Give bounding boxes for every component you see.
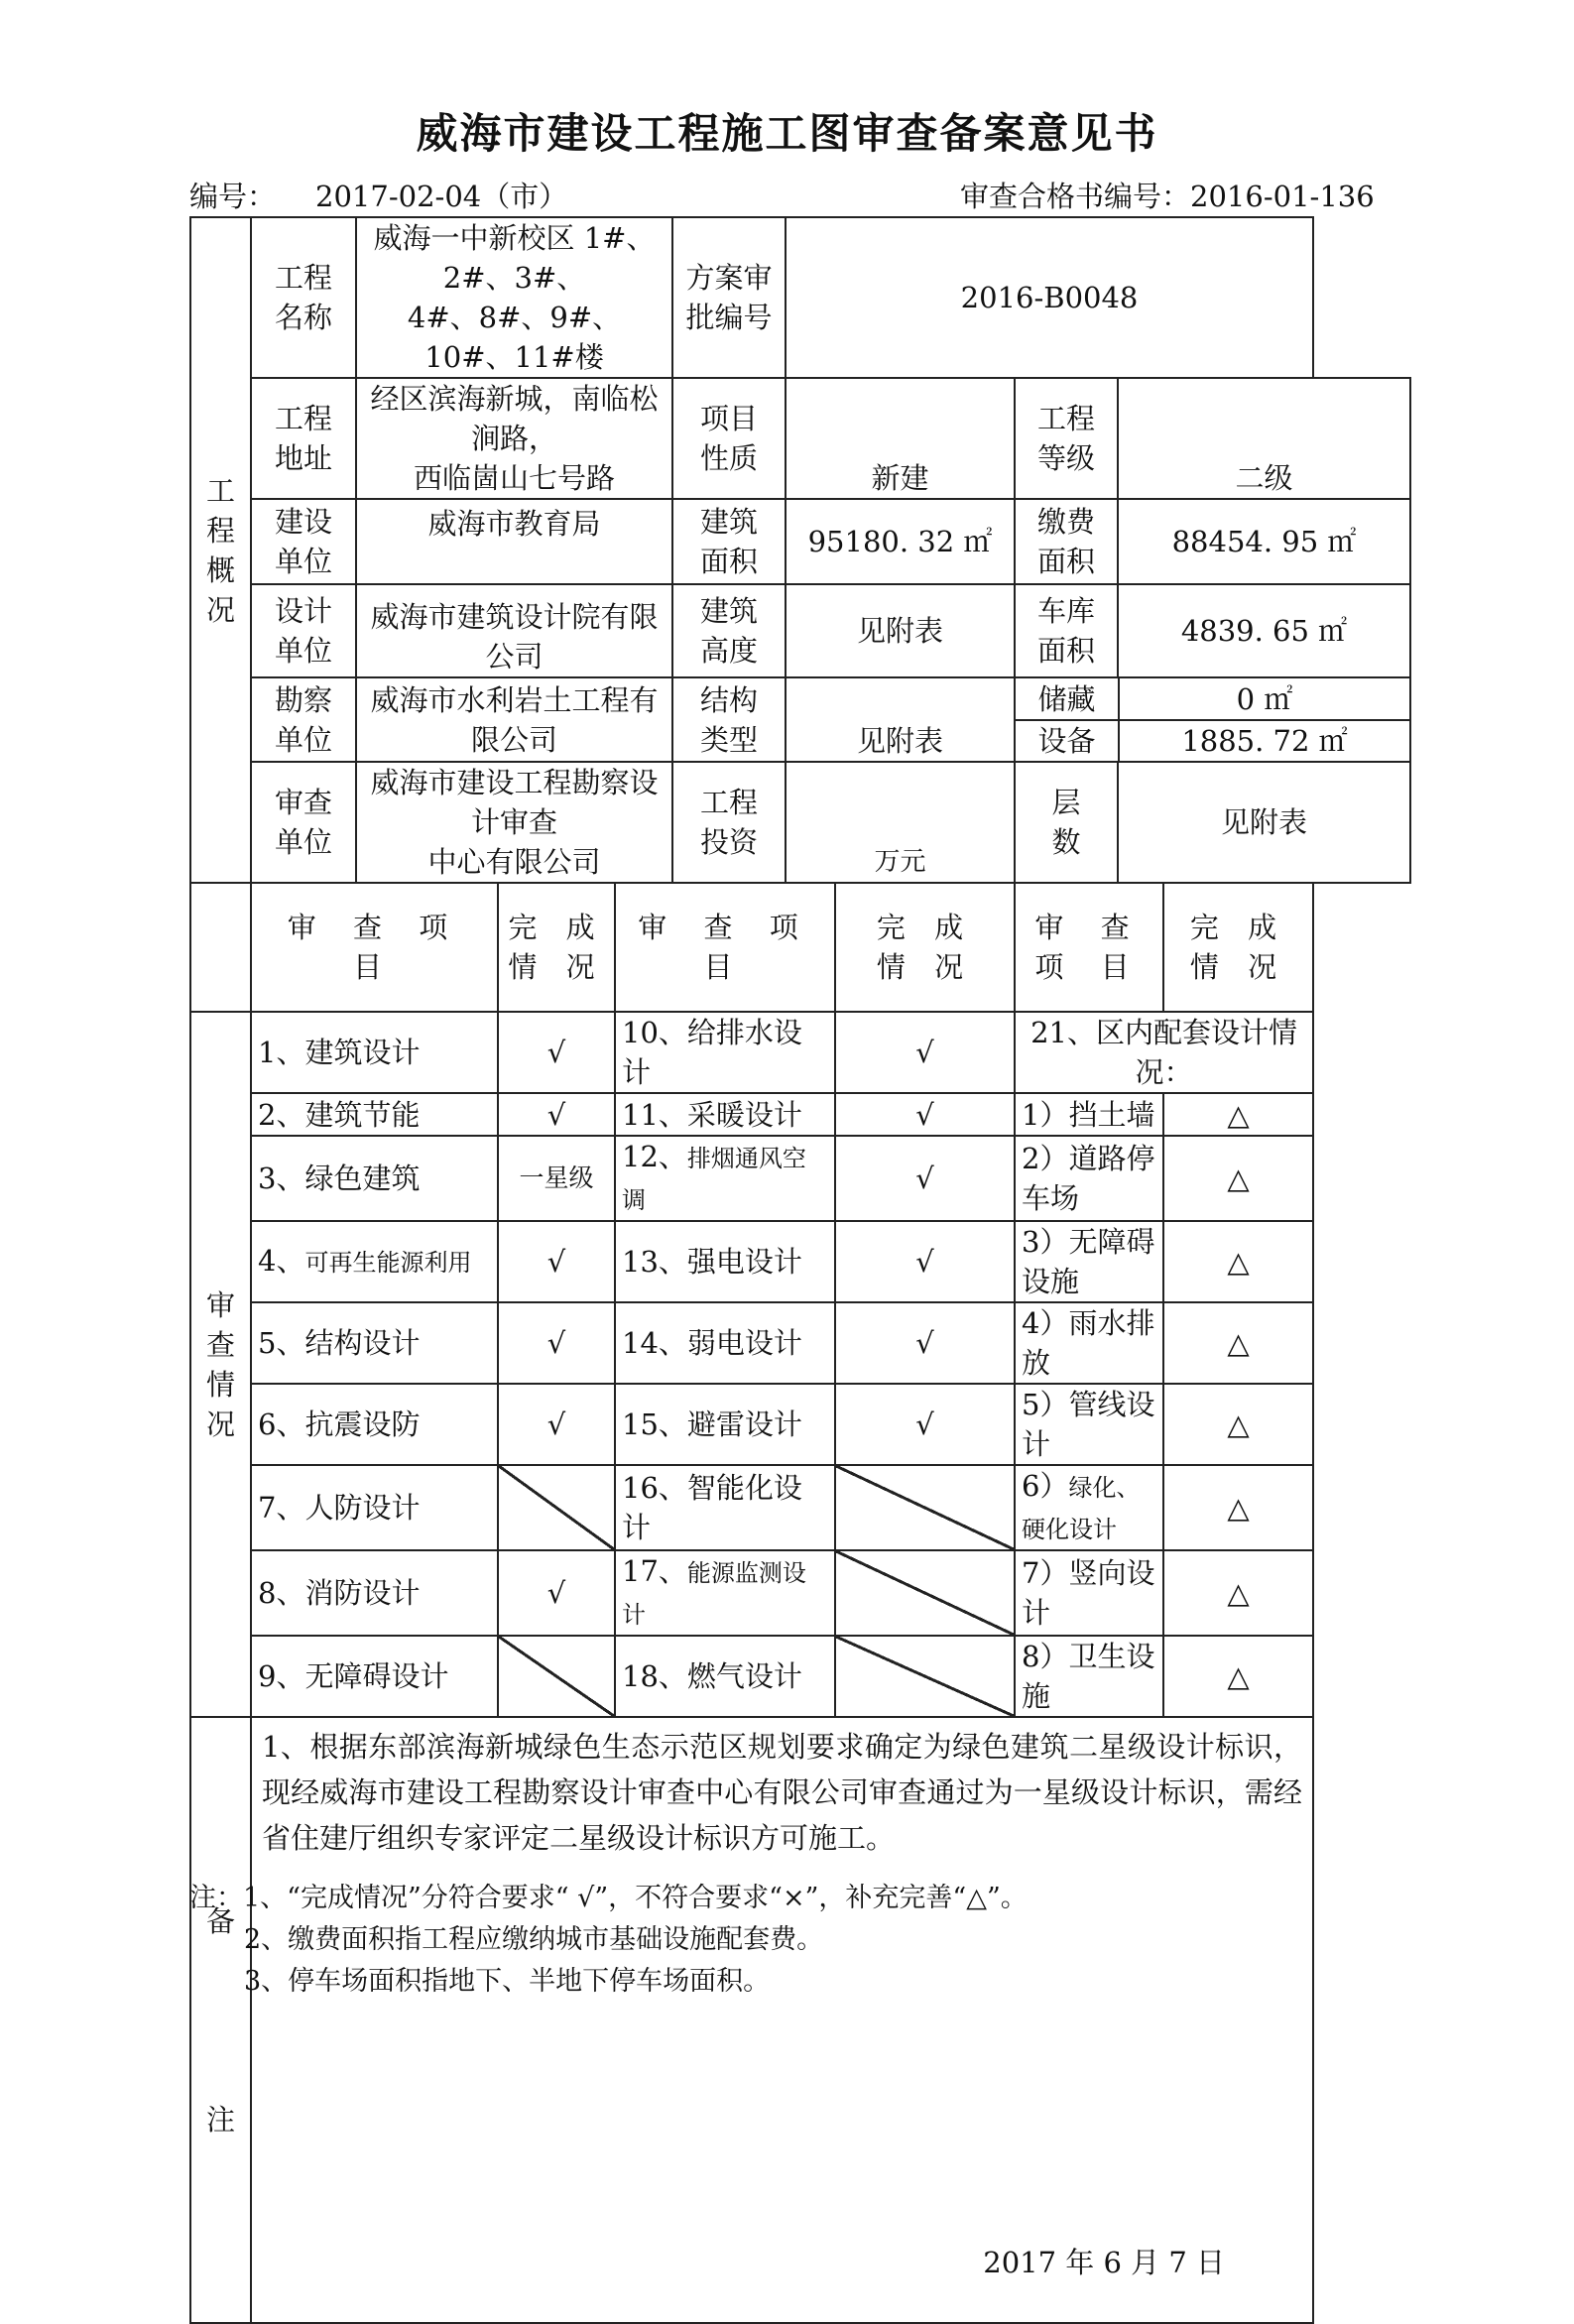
review-header-status-1: 完 成 情 况 bbox=[498, 883, 615, 1012]
project-name-label: 工程 名称 bbox=[251, 217, 356, 378]
review-status: △ bbox=[1163, 1221, 1313, 1302]
supporting-design-title: 21、区内配套设计情况： bbox=[1015, 1012, 1313, 1093]
certificate-number bbox=[960, 175, 1375, 215]
review-item: 7、人防设计 bbox=[251, 1465, 498, 1550]
review-header-status-3: 完 成 情 况 bbox=[1163, 883, 1313, 1012]
review-status-not-applicable bbox=[498, 1636, 615, 1717]
remarks-text: 1、根据东部滨海新城绿色生态示范区规划要求确定为绿色建筑二星级设计标识，现经威海市建设工程勘察设计审查中心有限公司审查通过为一星级设计标识，需经省住建厅组织专家评定二星级设计标识方可施工。 bbox=[262, 1730, 1303, 1855]
document-number bbox=[189, 175, 567, 215]
review-item: 1、建筑设计 bbox=[251, 1012, 498, 1093]
storage-label: 储藏 bbox=[1016, 678, 1119, 720]
review-status: √ bbox=[498, 1302, 615, 1384]
remarks-date: 2017 年 6 月 7 日 bbox=[983, 2246, 1226, 2279]
reviewer-value: 威海市建设工程勘察设计审查 中心有限公司 bbox=[356, 762, 672, 883]
review-item: 3）无障碍设施 bbox=[1015, 1221, 1163, 1302]
remarks-section-label: 备 注 bbox=[190, 1717, 251, 2323]
review-item: 5、结构设计 bbox=[251, 1302, 498, 1384]
review-header-item-1: 审 查 项 目 bbox=[251, 883, 498, 1012]
document-number-label: 编号： bbox=[189, 180, 277, 213]
review-item: 1）挡土墙 bbox=[1015, 1093, 1163, 1136]
review-item: 4、可再生能源利用 bbox=[251, 1221, 498, 1302]
review-item: 13、强电设计 bbox=[615, 1221, 835, 1302]
review-status: √ bbox=[498, 1384, 615, 1465]
review-item: 6）绿化、硬化设计 bbox=[1015, 1465, 1163, 1550]
overview-section-label: 工 程 概 况 bbox=[190, 217, 251, 883]
garage-area-label: 车库 面积 bbox=[1015, 584, 1118, 677]
garage-area-value: 4839. 65 ㎡ bbox=[1118, 584, 1410, 677]
building-area-value: 95180. 32 ㎡ bbox=[786, 499, 1015, 584]
review-status: √ bbox=[498, 1012, 615, 1093]
review-status: √ bbox=[835, 1012, 1015, 1093]
review-item: 14、弱电设计 bbox=[615, 1302, 835, 1384]
review-item: 7）竖向设计 bbox=[1015, 1550, 1163, 1636]
review-status: △ bbox=[1163, 1136, 1313, 1221]
remarks-content bbox=[251, 1717, 1313, 2323]
certificate-number-label: 审查合格书编号： bbox=[960, 180, 1191, 213]
survey-label: 勘察 单位 bbox=[251, 677, 356, 762]
review-status: △ bbox=[1163, 1465, 1313, 1550]
review-item: 8、消防设计 bbox=[251, 1550, 498, 1636]
plan-approval-no-label: 方案审 批编号 bbox=[672, 217, 786, 378]
designer-value: 威海市建筑设计院有限公司 bbox=[356, 584, 672, 677]
document-number-value: 2017-02-04（市） bbox=[315, 180, 568, 213]
equipment-value: 1885. 72 ㎡ bbox=[1181, 724, 1348, 758]
fee-area-label: 缴费 面积 bbox=[1015, 499, 1118, 584]
investment-value: 万元 bbox=[786, 762, 1015, 883]
review-item: 17、能源监测设计 bbox=[615, 1550, 835, 1636]
project-nature-label: 项目 性质 bbox=[672, 378, 786, 499]
review-status-not-applicable bbox=[835, 1550, 1015, 1636]
floors-label: 层 数 bbox=[1015, 762, 1118, 883]
footnote-2: 2、缴费面积指工程应缴纳城市基础设施配套费。 bbox=[244, 1924, 824, 1955]
structure-type-value: 见附表 bbox=[786, 677, 1015, 762]
footnotes bbox=[189, 1878, 1028, 2003]
review-item: 8）卫生设施 bbox=[1015, 1636, 1163, 1717]
review-status: √ bbox=[498, 1221, 615, 1302]
review-item: 6、抗震设防 bbox=[251, 1384, 498, 1465]
review-item: 2、建筑节能 bbox=[251, 1093, 498, 1136]
builder-label: 建设 单位 bbox=[251, 499, 356, 584]
review-status: √ bbox=[835, 1093, 1015, 1136]
review-status: √ bbox=[835, 1136, 1015, 1221]
review-status: √ bbox=[835, 1384, 1015, 1465]
project-name-value: 威海一中新校区 1#、2#、3#、 4#、8#、9#、10#、11#楼 bbox=[356, 217, 672, 378]
review-item: 16、智能化设计 bbox=[615, 1465, 835, 1550]
storage-value: 0 ㎡ bbox=[1119, 678, 1409, 720]
address-label: 工程 地址 bbox=[251, 378, 356, 499]
review-status: 一星级 bbox=[498, 1136, 615, 1221]
review-item: 3、绿色建筑 bbox=[251, 1136, 498, 1221]
review-item: 18、燃气设计 bbox=[615, 1636, 835, 1717]
survey-value: 威海市水利岩土工程有限公司 bbox=[356, 677, 672, 762]
address-value: 经区滨海新城，南临松涧路， 西临崮山七号路 bbox=[356, 378, 672, 499]
review-status: △ bbox=[1163, 1384, 1313, 1465]
plan-approval-no-value: 2016-B0048 bbox=[786, 217, 1313, 378]
footnote-1: 注：1、“完成情况”分符合要求“ √”，不符合要求“×”，补充完善“△”。 bbox=[189, 1883, 1028, 1913]
review-status: √ bbox=[498, 1093, 615, 1136]
review-status-not-applicable bbox=[498, 1465, 615, 1550]
designer-label: 设计 单位 bbox=[251, 584, 356, 677]
footnote-3: 3、停车场面积指地下、半地下停车场面积。 bbox=[244, 1966, 771, 1997]
review-status: √ bbox=[835, 1221, 1015, 1302]
review-status: √ bbox=[498, 1550, 615, 1636]
review-item: 4）雨水排放 bbox=[1015, 1302, 1163, 1384]
review-section-label: 审 查 情 况 bbox=[190, 1012, 251, 1717]
review-status: △ bbox=[1163, 1302, 1313, 1384]
review-status: △ bbox=[1163, 1636, 1313, 1717]
floors-value: 见附表 bbox=[1118, 762, 1410, 883]
review-header-blank bbox=[190, 883, 251, 1012]
document-title: 威海市建设工程施工图审查备案意见书 bbox=[416, 109, 1158, 158]
fee-area-value: 88454. 95 ㎡ bbox=[1118, 499, 1410, 584]
project-grade-label: 工程 等级 bbox=[1015, 378, 1118, 499]
building-height-label: 建筑 高度 bbox=[672, 584, 786, 677]
review-header-item-2: 审 查 项 目 bbox=[615, 883, 835, 1012]
review-header-item-3: 审 查 项 目 bbox=[1015, 883, 1163, 1012]
certificate-number-value: 2016-01-136 bbox=[1190, 180, 1375, 213]
review-status: √ bbox=[835, 1302, 1015, 1384]
review-item: 2）道路停车场 bbox=[1015, 1136, 1163, 1221]
review-header-status-2: 完 成 情 况 bbox=[835, 883, 1015, 1012]
review-status-not-applicable bbox=[835, 1636, 1015, 1717]
equipment-label: 设备 bbox=[1016, 720, 1119, 761]
review-item: 12、排烟通风空调 bbox=[615, 1136, 835, 1221]
review-item: 5）管线设计 bbox=[1015, 1384, 1163, 1465]
project-grade-value: 二级 bbox=[1118, 378, 1410, 499]
review-status-not-applicable bbox=[835, 1465, 1015, 1550]
review-form-table bbox=[189, 216, 1411, 2324]
structure-type-label: 结构 类型 bbox=[672, 677, 786, 762]
review-status: △ bbox=[1163, 1550, 1313, 1636]
reviewer-label: 审查 单位 bbox=[251, 762, 356, 883]
review-item: 9、无障碍设计 bbox=[251, 1636, 498, 1717]
building-height-value: 见附表 bbox=[786, 584, 1015, 677]
review-status: △ bbox=[1163, 1093, 1313, 1136]
review-item: 11、采暖设计 bbox=[615, 1093, 835, 1136]
building-area-label: 建筑 面积 bbox=[672, 499, 786, 584]
storage-equipment-cell bbox=[1015, 677, 1410, 762]
builder-value: 威海市教育局 bbox=[356, 499, 672, 584]
review-item: 15、避雷设计 bbox=[615, 1384, 835, 1465]
investment-label: 工程 投资 bbox=[672, 762, 786, 883]
review-item: 10、给排水设计 bbox=[615, 1012, 835, 1093]
project-nature-value: 新建 bbox=[786, 378, 1015, 499]
